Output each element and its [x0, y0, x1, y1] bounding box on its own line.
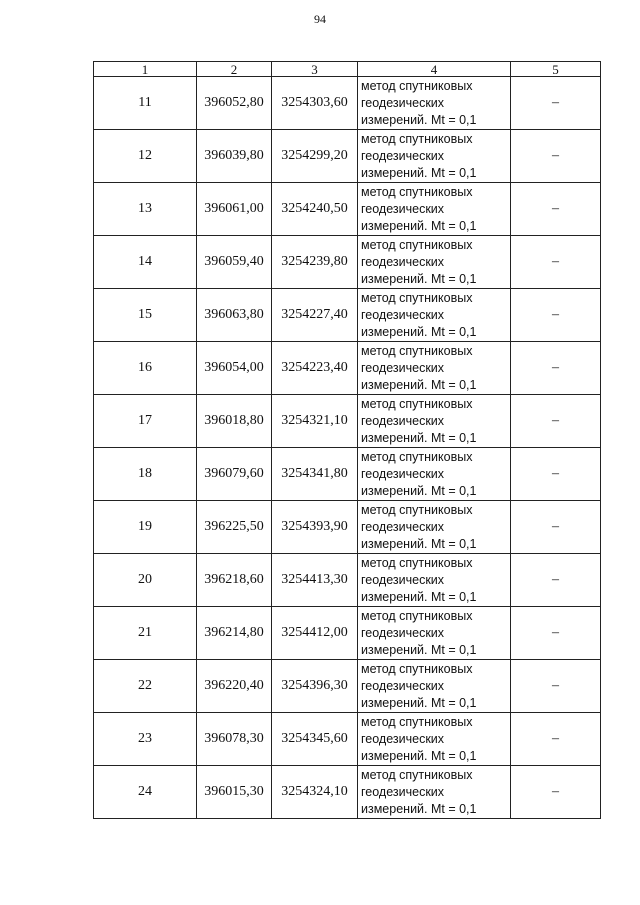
x-coordinate-cell: 396018,80: [197, 395, 272, 448]
method-cell: [358, 342, 511, 395]
method-line-3: измерений. Mt = 0,1: [361, 748, 477, 763]
point-number-cell: 17: [94, 395, 197, 448]
method-line-3: измерений. Mt = 0,1: [361, 483, 477, 498]
method-line-1: метод спутниковых: [361, 237, 473, 252]
table-row: [94, 501, 601, 554]
method-line-2: геодезических: [361, 731, 445, 746]
method-line-3: измерений. Mt = 0,1: [361, 801, 477, 816]
x-coordinate-cell: 396225,50: [197, 501, 272, 554]
table-row: [94, 607, 601, 660]
method-line-1: метод спутниковых: [361, 555, 473, 570]
point-number-cell: 21: [94, 607, 197, 660]
point-number-cell: 24: [94, 766, 197, 819]
method-line-3: измерений. Mt = 0,1: [361, 377, 477, 392]
point-number-cell: 16: [94, 342, 197, 395]
x-coordinate-cell: 396059,40: [197, 236, 272, 289]
x-coordinate-cell: 396054,00: [197, 342, 272, 395]
y-coordinate-cell: 3254321,10: [272, 395, 358, 448]
point-number-cell: 13: [94, 183, 197, 236]
header-col-2: 2: [197, 62, 272, 77]
x-coordinate-cell: 396015,30: [197, 766, 272, 819]
method-line-2: геодезических: [361, 201, 445, 216]
method-line-3: измерений. Mt = 0,1: [361, 642, 477, 657]
method-line-1: метод спутниковых: [361, 608, 473, 623]
x-coordinate-cell: 396078,30: [197, 713, 272, 766]
y-coordinate-cell: 3254223,40: [272, 342, 358, 395]
y-coordinate-cell: 3254227,40: [272, 289, 358, 342]
point-number-cell: 20: [94, 554, 197, 607]
y-coordinate-cell: 3254239,80: [272, 236, 358, 289]
y-coordinate-cell: 3254412,00: [272, 607, 358, 660]
column-5-cell: –: [511, 448, 601, 501]
method-line-3: измерений. Mt = 0,1: [361, 589, 477, 604]
table-row: [94, 236, 601, 289]
method-cell: [358, 607, 511, 660]
column-5-cell: –: [511, 501, 601, 554]
method-line-2: геодезических: [361, 360, 445, 375]
point-number-cell: 19: [94, 501, 197, 554]
header-col-5: 5: [511, 62, 601, 77]
method-line-2: геодезических: [361, 413, 445, 428]
method-cell: [358, 766, 511, 819]
table-row: [94, 342, 601, 395]
table-row: [94, 660, 601, 713]
column-5-cell: –: [511, 77, 601, 130]
method-line-1: метод спутниковых: [361, 767, 473, 782]
x-coordinate-cell: 396220,40: [197, 660, 272, 713]
table-row: [94, 713, 601, 766]
method-cell: [358, 130, 511, 183]
y-coordinate-cell: 3254341,80: [272, 448, 358, 501]
method-line-1: метод спутниковых: [361, 184, 473, 199]
column-5-cell: –: [511, 183, 601, 236]
table-row: [94, 77, 601, 130]
x-coordinate-cell: 396063,80: [197, 289, 272, 342]
method-line-1: метод спутниковых: [361, 78, 473, 93]
method-line-2: геодезических: [361, 95, 445, 110]
header-row: [94, 62, 601, 77]
method-line-1: метод спутниковых: [361, 343, 473, 358]
method-line-3: измерений. Mt = 0,1: [361, 536, 477, 551]
column-5-cell: –: [511, 289, 601, 342]
method-line-2: геодезических: [361, 572, 445, 587]
column-5-cell: –: [511, 395, 601, 448]
method-line-2: геодезических: [361, 466, 445, 481]
point-number-cell: 22: [94, 660, 197, 713]
method-cell: [358, 713, 511, 766]
header-col-3: 3: [272, 62, 358, 77]
table-row: [94, 130, 601, 183]
method-line-1: метод спутниковых: [361, 131, 473, 146]
method-cell: [358, 554, 511, 607]
method-line-3: измерений. Mt = 0,1: [361, 218, 477, 233]
table-row: [94, 766, 601, 819]
method-cell: [358, 236, 511, 289]
x-coordinate-cell: 396061,00: [197, 183, 272, 236]
x-coordinate-cell: 396039,80: [197, 130, 272, 183]
y-coordinate-cell: 3254413,30: [272, 554, 358, 607]
method-cell: [358, 501, 511, 554]
column-5-cell: –: [511, 766, 601, 819]
method-line-1: метод спутниковых: [361, 290, 473, 305]
method-cell: [358, 183, 511, 236]
y-coordinate-cell: 3254393,90: [272, 501, 358, 554]
point-number-cell: 18: [94, 448, 197, 501]
method-line-2: геодезических: [361, 307, 445, 322]
method-line-2: геодезических: [361, 254, 445, 269]
table-header: [94, 62, 601, 77]
method-cell: [358, 660, 511, 713]
header-col-4: 4: [358, 62, 511, 77]
method-line-1: метод спутниковых: [361, 449, 473, 464]
x-coordinate-cell: 396079,60: [197, 448, 272, 501]
page-number: 94: [314, 12, 326, 26]
table-row: [94, 554, 601, 607]
method-line-1: метод спутниковых: [361, 396, 473, 411]
method-line-3: измерений. Mt = 0,1: [361, 271, 477, 286]
method-line-3: измерений. Mt = 0,1: [361, 324, 477, 339]
method-cell: [358, 395, 511, 448]
y-coordinate-cell: 3254345,60: [272, 713, 358, 766]
method-line-2: геодезических: [361, 784, 445, 799]
method-line-1: метод спутниковых: [361, 661, 473, 676]
point-number-cell: 11: [94, 77, 197, 130]
column-5-cell: –: [511, 130, 601, 183]
y-coordinate-cell: 3254240,50: [272, 183, 358, 236]
x-coordinate-cell: 396218,60: [197, 554, 272, 607]
point-number-cell: 23: [94, 713, 197, 766]
column-5-cell: –: [511, 342, 601, 395]
table-row: [94, 448, 601, 501]
method-cell: [358, 289, 511, 342]
column-5-cell: –: [511, 713, 601, 766]
method-line-3: измерений. Mt = 0,1: [361, 695, 477, 710]
table-row: [94, 183, 601, 236]
method-line-3: измерений. Mt = 0,1: [361, 112, 477, 127]
method-line-3: измерений. Mt = 0,1: [361, 430, 477, 445]
column-5-cell: –: [511, 607, 601, 660]
method-line-3: измерений. Mt = 0,1: [361, 165, 477, 180]
y-coordinate-cell: 3254324,10: [272, 766, 358, 819]
y-coordinate-cell: 3254303,60: [272, 77, 358, 130]
y-coordinate-cell: 3254396,30: [272, 660, 358, 713]
point-number-cell: 12: [94, 130, 197, 183]
method-line-1: метод спутниковых: [361, 502, 473, 517]
table-row: [94, 289, 601, 342]
column-5-cell: –: [511, 236, 601, 289]
column-5-cell: –: [511, 554, 601, 607]
header-col-1: 1: [94, 62, 197, 77]
column-5-cell: –: [511, 660, 601, 713]
y-coordinate-cell: 3254299,20: [272, 130, 358, 183]
method-cell: [358, 448, 511, 501]
method-line-2: геодезических: [361, 625, 445, 640]
method-line-2: геодезических: [361, 678, 445, 693]
method-line-2: геодезических: [361, 148, 445, 163]
method-line-2: геодезических: [361, 519, 445, 534]
x-coordinate-cell: 396214,80: [197, 607, 272, 660]
coordinates-table: [93, 61, 601, 819]
point-number-cell: 15: [94, 289, 197, 342]
point-number-cell: 14: [94, 236, 197, 289]
table-row: [94, 395, 601, 448]
method-cell: [358, 77, 511, 130]
method-line-1: метод спутниковых: [361, 714, 473, 729]
x-coordinate-cell: 396052,80: [197, 77, 272, 130]
table-body: [94, 77, 601, 819]
